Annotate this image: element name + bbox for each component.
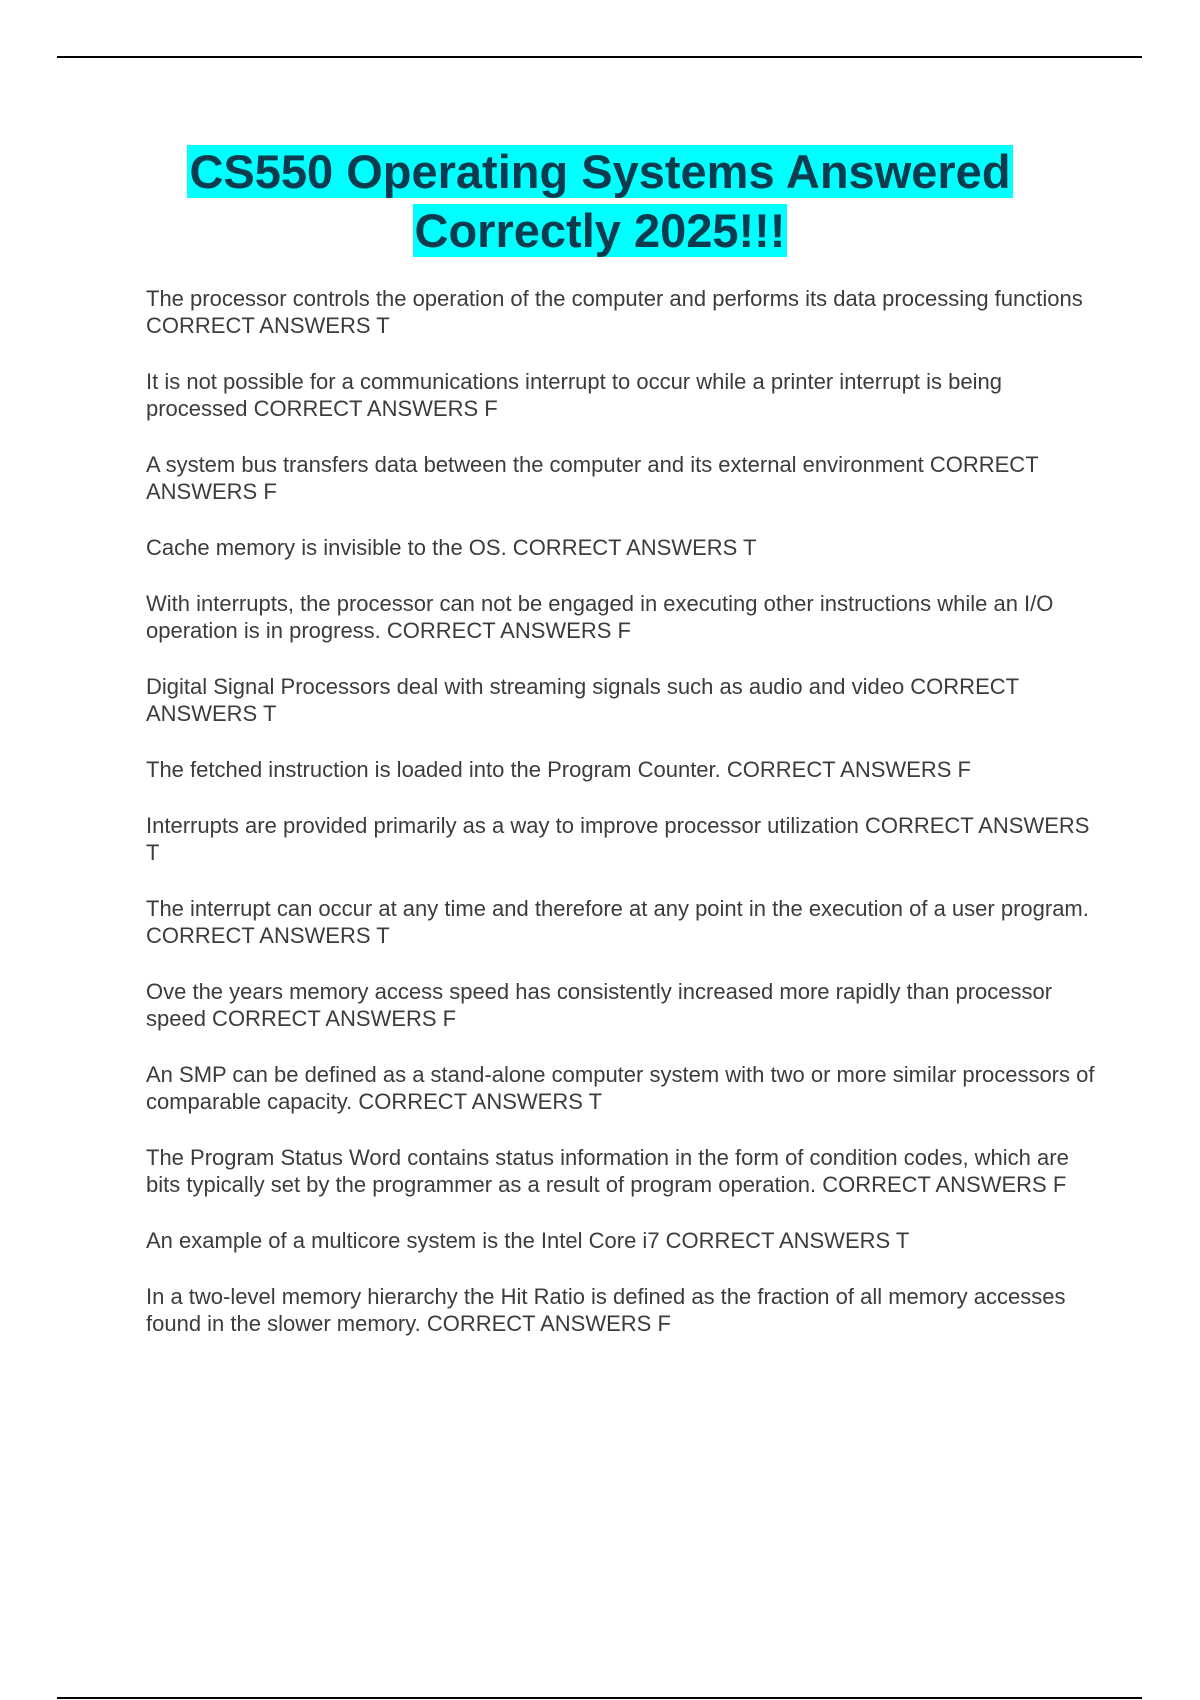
document-title: CS550 Operating Systems Answered Correctly 2025!!! xyxy=(189,145,1011,257)
qa-item: Ove the years memory access speed has consistently increased more rapidly than processor speed CORRECT ANSWERS F xyxy=(146,979,1053,1031)
qa-item: In a two-level memory hierarchy the Hit Ratio is defined as the fraction of all memory accesses found in the slower memory. CORRECT ANSWERS F xyxy=(146,1284,1066,1336)
qa-item: With interrupts, the processor can not be engaged in executing other instructions while an I/O operation is in progress. CORRECT ANSWERS F xyxy=(146,591,1054,643)
qa-item: Cache memory is invisible to the OS. CORRECT ANSWERS T xyxy=(146,535,757,560)
qa-item: Digital Signal Processors deal with streaming signals such as audio and video CORRECT ANSWERS T xyxy=(146,674,1019,726)
qa-item: The Program Status Word contains status information in the form of condition codes, which are bits typically set by the programmer as a result of program operation. CORRECT ANSWERS F xyxy=(146,1145,1069,1197)
qa-item: A system bus transfers data between the computer and its external environment CORRECT ANSWERS F xyxy=(146,452,1039,504)
qa-list xyxy=(146,285,1101,1366)
qa-item: An example of a multicore system is the Intel Core i7 CORRECT ANSWERS T xyxy=(146,1228,910,1253)
qa-item: The processor controls the operation of the computer and performs its data processing functions CORRECT ANSWERS T xyxy=(146,286,1083,338)
footer-rule xyxy=(57,1697,1142,1699)
qa-item: Interrupts are provided primarily as a way to improve processor utilization CORRECT ANSWERS T xyxy=(146,813,1090,865)
header-rule xyxy=(57,56,1142,58)
qa-item: The fetched instruction is loaded into the Program Counter. CORRECT ANSWERS F xyxy=(146,757,971,782)
title-block xyxy=(0,142,1200,260)
qa-item: An SMP can be defined as a stand-alone computer system with two or more similar processors of comparable capacity. CORRECT ANSWERS T xyxy=(146,1062,1095,1114)
qa-item: The interrupt can occur at any time and therefore at any point in the execution of a user program. CORRECT ANSWERS T xyxy=(146,896,1089,948)
qa-item: It is not possible for a communications interrupt to occur while a printer interrupt is being processed CORRECT ANSWERS F xyxy=(146,369,1002,421)
